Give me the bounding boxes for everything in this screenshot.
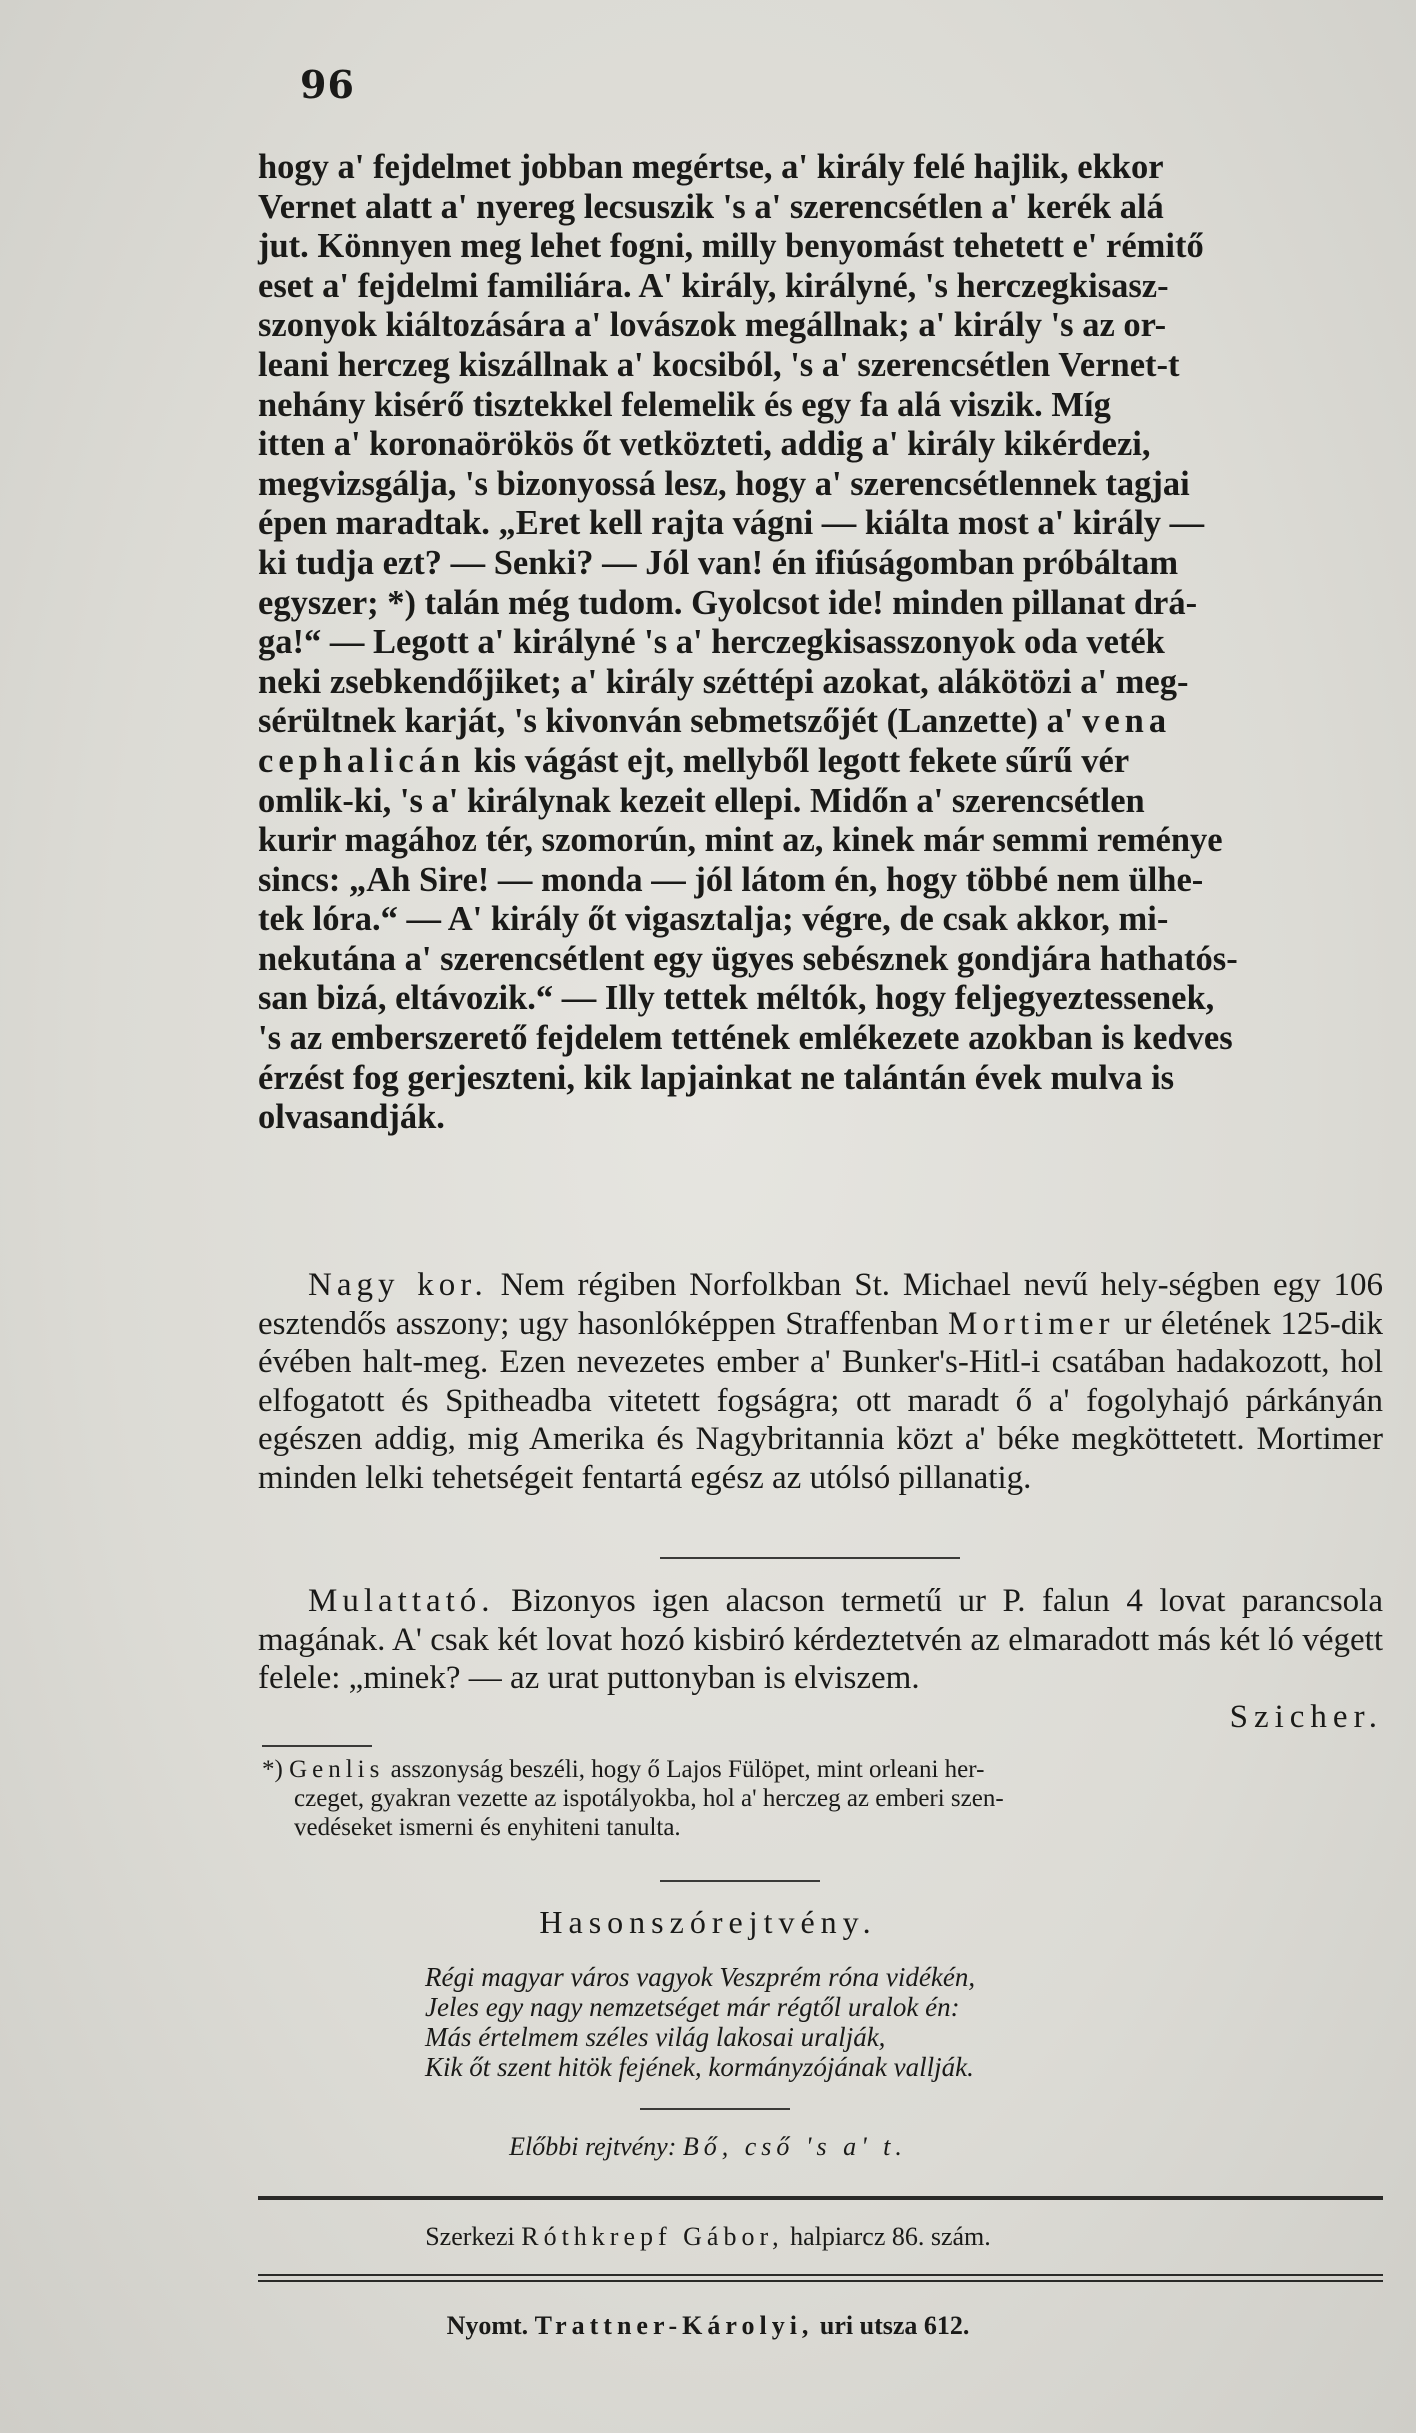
mulattato-article — [258, 1582, 1383, 1736]
text-line: egyszer; *) talán még tudom. Gyolcsot ide! minden pillanat drá- — [258, 583, 1198, 622]
text-line: ga!“ — Legott a' királyné 's a' herczegkisasszonyok oda veték — [258, 623, 1165, 662]
text-line: leani herczeg kiszállnak a' kocsiból, 's a' szerencsétlen Vernet-t — [258, 345, 1180, 384]
poem-line: Más értelmem széles világ lakosai uralják, — [425, 2022, 886, 2052]
text-line: itten a' koronaörökös őt vetközteti, addig a' király kikérdezi, — [258, 425, 1151, 464]
editor-label: Szerkezi — [425, 2222, 515, 2251]
text-span: Bizonyos igen alacson termetű ur P. falun 4 lovat parancsola magának. A' csak két lovat hozó kisbiró kérdeztetvén az elmaradott más két ló végett felele: „minek? — az urat puttonyban is elviszem. — [258, 1583, 1383, 1696]
person-name: Mortimer — [948, 1305, 1115, 1342]
divider-rule — [640, 2108, 790, 2110]
colophon-rule-bottom-double — [258, 2280, 1383, 2282]
text-line: megvizsgálja, 's bizonyossá lesz, hogy a' szerencsétlennek tagjai — [258, 464, 1190, 503]
text-line: érzést fog gerjeszteni, kik lapjainkat ne talántán évek mulva is — [258, 1058, 1175, 1097]
text-line: nekutána a' szerencsétlent egy ügyes sebésznek gondjára hathatós- — [258, 939, 1238, 978]
text-line: Vernet alatt a' nyereg lecsuszik 's a' szerencsétlen a' kerék alá — [258, 187, 1164, 226]
footnote-name: Genlis — [289, 1756, 385, 1783]
footnote-rule — [262, 1745, 372, 1747]
latin-term: vena — [1082, 702, 1172, 741]
text-line — [258, 702, 1396, 742]
footnote-line: vedéseket ismerni és enyhiteni tanulta. — [294, 1814, 681, 1841]
text-line: tek lóra.“ — A' király őt vigasztalja; végre, de csak akkor, mi- — [258, 900, 1169, 939]
text-line: hogy a' fejdelmet jobban megértse, a' király felé hajlik, ekkor — [258, 148, 1164, 186]
text-line: omlik-ki, 's a' királynak kezeit ellepi. Midőn a' szerencsétlen — [258, 781, 1145, 820]
page-number: 96 — [300, 62, 355, 107]
poem-line: Régi magyar város vagyok Veszprém róna vidékén, — [425, 1962, 976, 1992]
previous-riddle-label: Előbbi rejtvény: — [509, 2132, 677, 2161]
previous-riddle-answer — [0, 2132, 1416, 2162]
text-line: neki zsebkendőjiket; a' király széttépi azokat, alákötözi a' meg- — [258, 662, 1189, 701]
poem-line: Jeles egy nagy nemzetséget már régtől uralok én: — [425, 1992, 960, 2022]
article-paragraph — [258, 1582, 1383, 1736]
section-heading: Mulattató. — [308, 1583, 495, 1619]
text-line: nehány kisérő tisztekkel felemelik és egy fa alá viszik. Míg — [258, 385, 1111, 424]
riddle-title: Hasonszórejtvény. — [539, 1904, 877, 1940]
section-heading: Nagy kor. — [308, 1267, 488, 1303]
printer-line — [0, 2311, 1416, 2341]
text-line: ki tudja ezt? — Senki? — Jól van! én ifiúságomban próbáltam — [258, 543, 1179, 582]
editor-name: Róthkrepf Gábor, — [521, 2222, 784, 2251]
colophon-rule-top — [258, 2196, 1383, 2200]
text-line: 's az emberszerető fejdelem tettének emlékezete azokban is kedves — [258, 1019, 1233, 1058]
text-span: Nem régiben Norfolkban St. Michael nevű hely-ségben egy 106 esztendős asszony; ugy hasonlóképpen Straffenban — [258, 1267, 1384, 1342]
footnote — [262, 1755, 1382, 1842]
divider-rule — [660, 1557, 960, 1559]
nagy-kor-article — [258, 1266, 1383, 1497]
printer-name: Trattner-Károlyi, — [534, 2311, 814, 2340]
text-span: sérültnek karját, 's kivonván sebmetszőjét (Lanzette) a' — [258, 702, 1074, 741]
divider-rule — [660, 1880, 820, 1882]
author-signature: Szicher. — [1229, 1698, 1383, 1735]
editor-address: halpiarcz 86. szám. — [790, 2222, 991, 2251]
text-line: jut. Könnyen meg lehet fogni, milly benyomást tehetett e' rémitő — [258, 227, 1204, 266]
main-article-text — [258, 148, 1396, 1138]
text-line: kurir magához tér, szomorún, mint az, kinek már semmi reménye — [258, 821, 1223, 860]
text-line: épen maradtak. „Eret kell rajta vágni — kiálta most a' király — — [258, 504, 1205, 543]
footnote-line: czeget, gyakran vezette az ispotályokba, hol a' herczeg az emberi szen- — [294, 1785, 1004, 1812]
article-paragraph — [258, 1266, 1383, 1497]
text-line: szonyok kiáltozására a' lovászok megállnak; a' király 's az or- — [258, 306, 1167, 345]
printer-label: Nyomt. — [446, 2311, 529, 2340]
poem-line: Kik őt szent hitök fejének, kormányzójának vallják. — [425, 2052, 974, 2082]
text-line: olvasandják. — [258, 1098, 445, 1137]
text-line: sincs: „Ah Sire! — monda — jól látom én, hogy többé nem ülhe- — [258, 860, 1204, 899]
colophon-rule-bottom — [258, 2274, 1383, 2276]
previous-riddle-solution: Bő, cső 's a' t. — [682, 2132, 907, 2161]
text-span: kis vágást ejt, mellyből legott fekete sűrű vér — [473, 741, 1130, 780]
text-span: ur életének 125-dik évében halt-meg. Ezen nevezetes ember a' Bunker's-Hitl-i csatában hadakozott, hol elfogatott és Spitheadba vitetett fogságra; ott maradt ő a' fogolyhajó párkányán egészen addig, mig Amerika és Nagybritannia közt a' béke megköttetett. Mortimer minden lelki tehetségeit fentartá egész az utólsó pillanatig. — [258, 1305, 1383, 1496]
text-line: eset a' fejdelmi familiára. A' király, királyné, 's herczegkisasz- — [258, 266, 1169, 305]
text-line — [258, 742, 1396, 782]
footnote-mark: *) — [262, 1756, 283, 1783]
footnote-line: asszonyság beszéli, hogy ő Lajos Fülöpet, mint orleani her- — [390, 1756, 985, 1783]
editor-line — [0, 2222, 1416, 2252]
riddle-poem — [425, 1962, 1225, 2082]
printer-address: uri utsza 612. — [819, 2311, 970, 2340]
latin-term: cephalicán — [258, 741, 466, 780]
text-line: san bizá, eltávozik.“ — Illy tettek méltók, hogy feljegyeztessenek, — [258, 979, 1215, 1018]
